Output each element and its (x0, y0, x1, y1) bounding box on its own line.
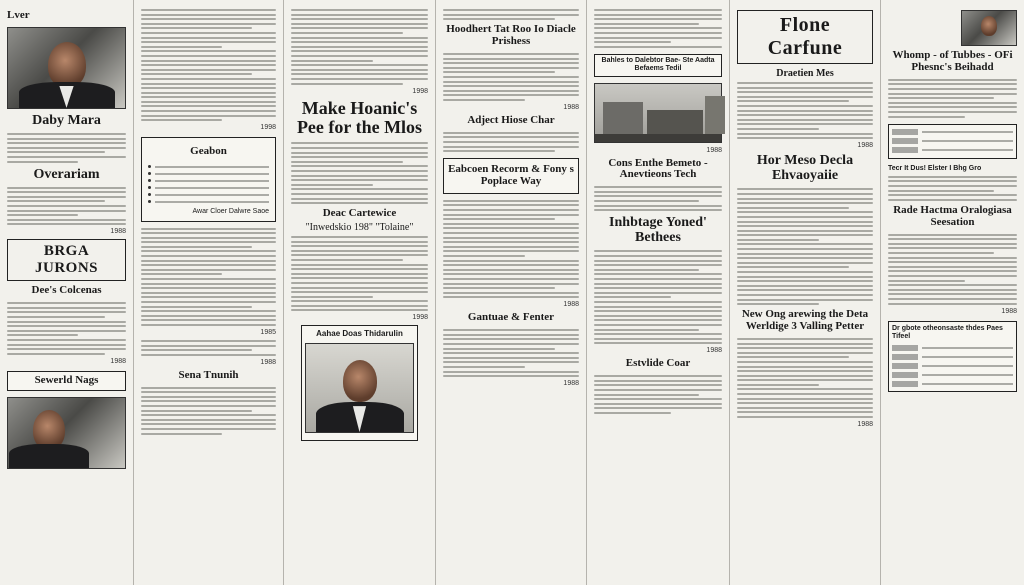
col2-bottom-heading: Sena Tnunih (178, 368, 239, 381)
column-2 (134, 0, 284, 585)
article-body (291, 9, 428, 85)
article-date: 1988 (110, 357, 126, 365)
col2-box-footer: Awar Cloer Dalwre Saoe (192, 208, 269, 216)
col3-main-heading: Make Hoanic's Pee for the Mlos (296, 97, 423, 137)
article-body (594, 9, 722, 48)
col1-top-label: Lver (7, 9, 30, 21)
col7-main-heading: Whomp - of Tubbes - OFi Phesnc's Beihadd (892, 49, 1013, 73)
col5-section-heading: Cons Enthe Bemeto - Anevtieons Tech (608, 156, 708, 181)
col1-name-heading: Daby Mara (32, 112, 101, 128)
article-date: 1985 (260, 328, 276, 336)
col4-section-heading: Adject Hiose Char (467, 113, 555, 126)
portrait-photo-2 (7, 397, 126, 469)
article-date: 1988 (857, 142, 873, 150)
article-date: 1988 (857, 421, 873, 429)
article-date: 1988 (706, 347, 722, 355)
col7-table-title: Tecr It Dus! Elster I Bhg Gro (888, 164, 982, 172)
col3-section-sub: "Inwedskio 198" "Tolaine" (305, 221, 414, 233)
article-date: 1998 (260, 124, 276, 132)
col1-boxed-heading: BRGA JURONS (7, 239, 126, 281)
col1-section-heading: Overariam (33, 166, 100, 182)
column-3 (284, 0, 436, 585)
col1-bottom-heading: Sewerld Nags (34, 373, 99, 386)
article-body (737, 82, 873, 139)
article-date: 1988 (1001, 307, 1017, 315)
portrait-photo-1 (7, 27, 126, 109)
column-1 (0, 0, 134, 585)
column-5 (587, 0, 730, 585)
col1-bottom-box (7, 371, 126, 391)
col5-caption-box (594, 54, 722, 77)
corner-photo (961, 10, 1017, 46)
col2-box-title: Geabon (190, 145, 227, 158)
col6-section-heading: Hor Meso Decla Ehvaoyaiie (756, 153, 854, 184)
column-6 (730, 0, 881, 585)
building-photo (594, 83, 722, 143)
article-body (443, 9, 579, 20)
article-date: 1988 (563, 103, 579, 111)
col4-boxed-heading: Eabcoen Recorm & Fony s Poplace Way (448, 163, 574, 187)
col4-bottom-heading: Gantuae & Fenter (467, 311, 555, 324)
article-date: 1988 (110, 228, 126, 236)
col4-boxed-heading-box (443, 158, 579, 194)
col6-bottom-heading: New Ong arewing the Deta Werldige 3 Valling Petter (741, 308, 869, 333)
article-date: 1988 (563, 380, 579, 388)
article-date: 1998 (412, 314, 428, 322)
col1-section2-heading: Dee's Colcenas (31, 284, 102, 297)
column-4 (436, 0, 587, 585)
article-body (888, 79, 1017, 118)
col7-section-heading: Rade Hactma Oralogiasa Seesation (893, 203, 1012, 228)
col7-footer-title: Dr gbote otheonsaste thdes Paes Tifeel (892, 324, 1003, 340)
col4-top-heading: Hoodhert Tat Roo Io Diacle Prishess (446, 23, 576, 48)
column-7 (881, 0, 1024, 585)
col5-bottom-heading: Estvlide Coar (625, 357, 691, 370)
col6-masthead: Flone Carfune (737, 10, 873, 64)
col3-photo-caption: Aahae Doas Thidarulin (316, 329, 403, 339)
article-date: 1988 (706, 146, 722, 154)
col7-footer-box (888, 321, 1017, 393)
col2-box (141, 137, 276, 221)
article-date: 1998 (412, 87, 428, 95)
col6-masthead-sub: Draetien Mes (776, 68, 834, 79)
article-date: 1988 (563, 301, 579, 309)
col3-photo-box (301, 325, 418, 441)
col3-section-heading: Deac Cartewice (322, 207, 397, 220)
col5-box-caption: Bahles to Dalebtor Bae- Ste Aadta Befaems Tedil (601, 56, 715, 73)
article-body (141, 9, 276, 121)
article-date: 1988 (260, 358, 276, 366)
bullet-list (148, 163, 269, 205)
portrait-photo-3 (305, 343, 414, 433)
col5-big-heading: Inhbtage Yoned' Bethees (609, 215, 707, 246)
col7-table-box (888, 124, 1017, 159)
article-body (7, 133, 126, 163)
